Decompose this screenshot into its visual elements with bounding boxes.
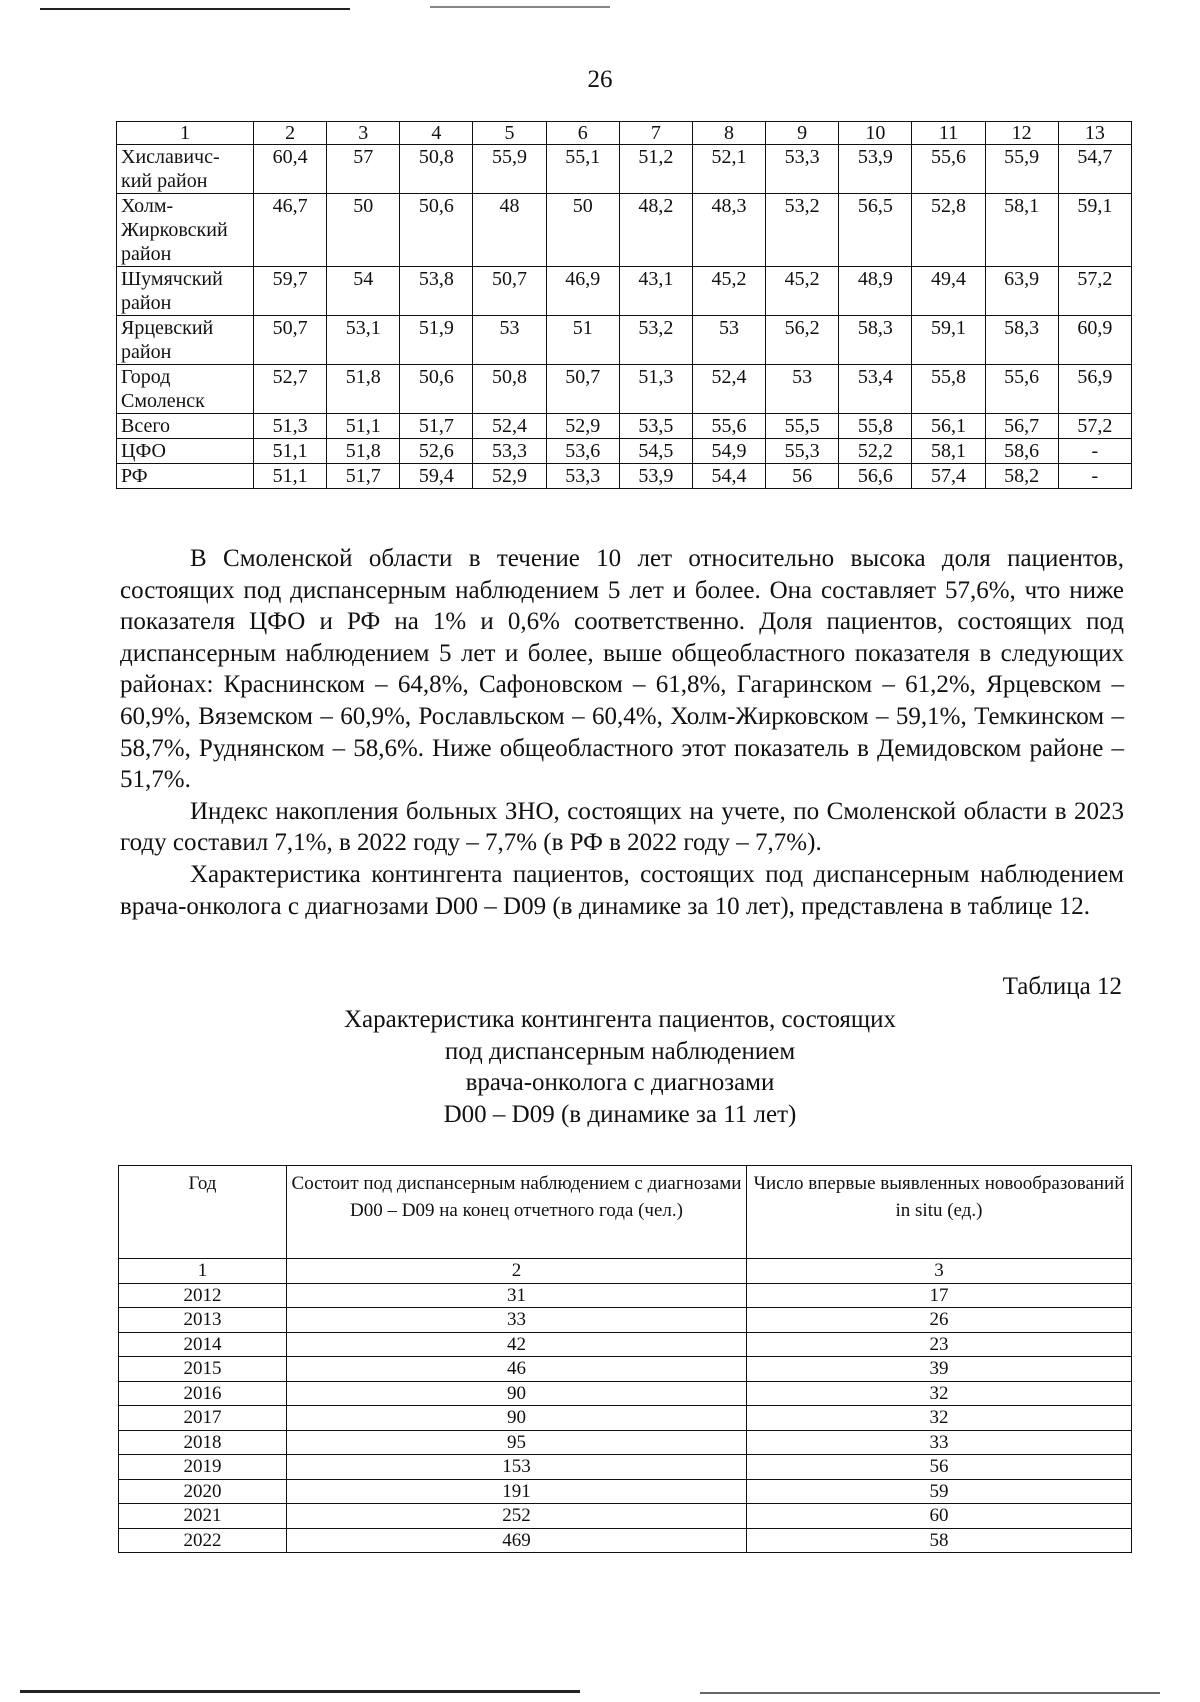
table-cell: 58,3 — [839, 316, 912, 365]
table-cell: 51,7 — [400, 414, 473, 439]
table-cell: 55,5 — [766, 414, 839, 439]
table-cell: 54,7 — [1058, 145, 1131, 194]
body-text — [120, 543, 1124, 922]
table-cell: 56,9 — [1058, 365, 1131, 414]
table-cell: 53,2 — [766, 194, 839, 267]
table-cell: 50 — [546, 194, 619, 267]
column-number: 3 — [327, 122, 400, 145]
table-cell: 59,7 — [254, 267, 327, 316]
column-number-row — [119, 1259, 1132, 1284]
table-cell: 26 — [747, 1308, 1132, 1333]
table-cell: 45,2 — [766, 267, 839, 316]
table-cell: 191 — [287, 1479, 747, 1504]
region-name: Город Смоленск — [117, 365, 254, 414]
paragraph: В Смоленской области в течение 10 лет относительно высока доля пациентов, состоящих под диспансерным наблюдением 5 лет и более. Она составляет 57,6%, что ниже показателя ЦФО и РФ на 1% и 0,6% соответственно. Доля пациентов, состоящих под диспансерным наблюдением 5 лет и более, выше общеобластного показателя в следующих районах: Краснинском – 64,8%, Сафоновском – 61,8%, Гагаринском – 61,2%, Ярцевском – 60,9%, Вяземском – 60,9%, Рославльском – 60,4%, Холм-Жирковском – 59,1%, Темкинском – 58,7%, Руднянском – 58,6%. Ниже общеобластного этот показатель в Демидовском районе – 51,7%. — [120, 545, 1124, 794]
year-cell: 2014 — [119, 1332, 287, 1357]
table-title-line: Характеристика контингента пациентов, состоящих — [343, 1006, 897, 1033]
table-cell: 53 — [692, 316, 765, 365]
paragraph: Характеристика контингента пациентов, состоящих под диспансерным наблюдением врача-онколога с диагнозами D00 – D09 (в динамике за 10 лет), представлена в таблице 12. — [120, 860, 1124, 920]
table-cell: 58,1 — [912, 439, 985, 464]
table-cell: 57 — [327, 145, 400, 194]
table-cell: 32 — [747, 1406, 1132, 1431]
table-row — [117, 439, 1132, 464]
column-number: 13 — [1058, 122, 1131, 145]
column-number: 5 — [473, 122, 546, 145]
table-cell: 60,9 — [1058, 316, 1131, 365]
table-cell: 39 — [747, 1357, 1132, 1382]
scan-edge-top-right — [430, 6, 610, 8]
table-cell: 55,8 — [912, 365, 985, 414]
scan-edge-bottom — [20, 1690, 580, 1693]
table-cell: 57,2 — [1058, 267, 1131, 316]
table-cell: 33 — [287, 1308, 747, 1333]
page-number: 26 — [587, 66, 613, 93]
table-12 — [118, 1165, 1132, 1553]
table-row — [117, 365, 1132, 414]
region-name: Шумячский район — [117, 267, 254, 316]
table-row — [119, 1332, 1132, 1357]
year-cell: 2017 — [119, 1406, 287, 1431]
year-cell: 2019 — [119, 1455, 287, 1480]
table-cell: 53,8 — [400, 267, 473, 316]
table-cell: 33 — [747, 1430, 1132, 1455]
table-cell: 49,4 — [912, 267, 985, 316]
table-cell: 50,8 — [400, 145, 473, 194]
column-header: Год — [119, 1166, 287, 1259]
table-cell: 50,7 — [546, 365, 619, 414]
table-cell: 51,8 — [327, 365, 400, 414]
table-row — [119, 1283, 1132, 1308]
table-cell: 55,6 — [692, 414, 765, 439]
table-cell: 55,6 — [912, 145, 985, 194]
table-cell: 90 — [287, 1406, 747, 1431]
table-row — [117, 145, 1132, 194]
table-cell: 53,4 — [839, 365, 912, 414]
table-cell: 53 — [473, 316, 546, 365]
table-cell: 60,4 — [254, 145, 327, 194]
table-label: Таблица 12 — [1002, 973, 1122, 1000]
region-name: РФ — [117, 464, 254, 489]
table-cell: 46,9 — [546, 267, 619, 316]
table-row — [117, 414, 1132, 439]
table-cell: 51,9 — [400, 316, 473, 365]
column-number: 7 — [619, 122, 692, 145]
table-row — [119, 1455, 1132, 1480]
table-cell: 46 — [287, 1357, 747, 1382]
table-cell: 17 — [747, 1283, 1132, 1308]
table-row — [119, 1528, 1132, 1553]
table-cell: 52,9 — [473, 464, 546, 489]
table-cell: 53,3 — [473, 439, 546, 464]
table-cell: 55,9 — [985, 145, 1058, 194]
table-cell: 51,2 — [619, 145, 692, 194]
table-cell: - — [1058, 439, 1131, 464]
table-row — [117, 194, 1132, 267]
district-table — [116, 121, 1132, 489]
table-cell: 51,1 — [254, 464, 327, 489]
table-cell: 252 — [287, 1504, 747, 1529]
table-cell: 52,1 — [692, 145, 765, 194]
column-header: Состоит под диспансерным наблюдением с диагнозами D00 – D09 на конец отчетного года (чел.) — [287, 1166, 747, 1259]
column-number: 2 — [287, 1259, 747, 1284]
column-number: 6 — [546, 122, 619, 145]
table-row — [119, 1357, 1132, 1382]
table-cell: 23 — [747, 1332, 1132, 1357]
column-number: 9 — [766, 122, 839, 145]
table-row — [119, 1406, 1132, 1431]
year-cell: 2012 — [119, 1283, 287, 1308]
table-header-row — [117, 122, 1132, 145]
table-cell: 56,6 — [839, 464, 912, 489]
table-cell: 53,9 — [619, 464, 692, 489]
column-number: 8 — [692, 122, 765, 145]
table-cell: 58,1 — [985, 194, 1058, 267]
table-cell: 54,5 — [619, 439, 692, 464]
table-cell: 52,4 — [692, 365, 765, 414]
table-cell: 51,3 — [254, 414, 327, 439]
table-cell: 56,2 — [766, 316, 839, 365]
paragraph: Индекс накопления больных ЗНО, состоящих на учете, по Смоленской области в 2023 году составил 7,1%, в 2022 году – 7,7% (в РФ в 2022 году – 7,7%). — [120, 797, 1124, 857]
scan-edge-bottom-right — [700, 1692, 1160, 1694]
table-cell: 51,1 — [327, 414, 400, 439]
table-row — [119, 1504, 1132, 1529]
region-name: Всего — [117, 414, 254, 439]
year-cell: 2015 — [119, 1357, 287, 1382]
table-cell: 52,4 — [473, 414, 546, 439]
table-row — [117, 316, 1132, 365]
table-row — [117, 267, 1132, 316]
table-cell: 63,9 — [985, 267, 1058, 316]
table-cell: 55,8 — [839, 414, 912, 439]
table-cell: 53,2 — [619, 316, 692, 365]
year-cell: 2020 — [119, 1479, 287, 1504]
table-cell: 50,6 — [400, 194, 473, 267]
column-number: 1 — [119, 1259, 287, 1284]
column-number: 12 — [985, 122, 1058, 145]
table-cell: 51,1 — [254, 439, 327, 464]
table-cell: 58,3 — [985, 316, 1058, 365]
table-cell: 50,7 — [473, 267, 546, 316]
table-cell: 60 — [747, 1504, 1132, 1529]
table-cell: 54,9 — [692, 439, 765, 464]
table-cell: 54 — [327, 267, 400, 316]
table-cell: 153 — [287, 1455, 747, 1480]
table-cell: 52,2 — [839, 439, 912, 464]
table-title-line: врача-онколога с диагнозами — [465, 1069, 775, 1096]
table-cell: 95 — [287, 1430, 747, 1455]
table-cell: 48,2 — [619, 194, 692, 267]
table-row — [119, 1381, 1132, 1406]
year-cell: 2022 — [119, 1528, 287, 1553]
table-cell: 50,7 — [254, 316, 327, 365]
table-row — [119, 1430, 1132, 1455]
table-cell: 42 — [287, 1332, 747, 1357]
table-cell: 59,1 — [912, 316, 985, 365]
table-cell: 56 — [747, 1455, 1132, 1480]
table-cell: 55,6 — [985, 365, 1058, 414]
table-cell: 45,2 — [692, 267, 765, 316]
year-cell: 2018 — [119, 1430, 287, 1455]
table-cell: 59 — [747, 1479, 1132, 1504]
table-cell: 52,8 — [912, 194, 985, 267]
table-cell: 56 — [766, 464, 839, 489]
table-cell: 58,2 — [985, 464, 1058, 489]
table-cell: 53 — [766, 365, 839, 414]
table-cell: 32 — [747, 1381, 1132, 1406]
table-cell: 50 — [327, 194, 400, 267]
table-cell: 50,6 — [400, 365, 473, 414]
year-cell: 2016 — [119, 1381, 287, 1406]
table-cell: 90 — [287, 1381, 747, 1406]
table-row — [119, 1479, 1132, 1504]
table-cell: 57,2 — [1058, 414, 1131, 439]
table-cell: 56,5 — [839, 194, 912, 267]
table-cell: 46,7 — [254, 194, 327, 267]
table-title-line: под диспансерным наблюдением — [444, 1037, 796, 1065]
table-title-line: D00 – D09 (в динамике за 11 лет) — [443, 1100, 797, 1128]
table-cell: 52,6 — [400, 439, 473, 464]
table-cell: 58,6 — [985, 439, 1058, 464]
table-cell: 469 — [287, 1528, 747, 1553]
table-cell: 51,8 — [327, 439, 400, 464]
table-header-row — [119, 1166, 1132, 1259]
table-cell: 50,8 — [473, 365, 546, 414]
table-cell: 56,7 — [985, 414, 1058, 439]
table-cell: 53,3 — [766, 145, 839, 194]
table-cell: 55,1 — [546, 145, 619, 194]
year-cell: 2013 — [119, 1308, 287, 1333]
table-cell: 52,7 — [254, 365, 327, 414]
column-number: 10 — [839, 122, 912, 145]
table-cell: 55,9 — [473, 145, 546, 194]
column-header: Число впервые выявленных новообразований in situ (ед.) — [747, 1166, 1132, 1259]
table-cell: 53,5 — [619, 414, 692, 439]
table-cell: 53,1 — [327, 316, 400, 365]
region-name: Холм-Жирковский район — [117, 194, 254, 267]
table-cell: 43,1 — [619, 267, 692, 316]
column-number: 1 — [117, 122, 254, 145]
table-cell: 57,4 — [912, 464, 985, 489]
column-number: 3 — [747, 1259, 1132, 1284]
table-cell: 59,1 — [1058, 194, 1131, 267]
table-cell: 58 — [747, 1528, 1132, 1553]
table-title — [0, 1004, 1200, 1130]
table-cell: 31 — [287, 1283, 747, 1308]
table-cell: 53,6 — [546, 439, 619, 464]
table-cell: 53,3 — [546, 464, 619, 489]
table-row — [117, 464, 1132, 489]
year-cell: 2021 — [119, 1504, 287, 1529]
table-cell: 52,9 — [546, 414, 619, 439]
table-cell: - — [1058, 464, 1131, 489]
region-name: ЦФО — [117, 439, 254, 464]
table-cell: 48,3 — [692, 194, 765, 267]
column-number: 11 — [912, 122, 985, 145]
column-number: 2 — [254, 122, 327, 145]
table-cell: 51,7 — [327, 464, 400, 489]
region-name: Ярцевский район — [117, 316, 254, 365]
table-row — [119, 1308, 1132, 1333]
table-cell: 48 — [473, 194, 546, 267]
table-cell: 48,9 — [839, 267, 912, 316]
table-cell: 56,1 — [912, 414, 985, 439]
table-cell: 51 — [546, 316, 619, 365]
column-number: 4 — [400, 122, 473, 145]
region-name: Хиславичс-кий район — [117, 145, 254, 194]
table-cell: 55,3 — [766, 439, 839, 464]
table-cell: 59,4 — [400, 464, 473, 489]
scan-edge-top — [40, 8, 350, 10]
table-cell: 51,3 — [619, 365, 692, 414]
table-cell: 54,4 — [692, 464, 765, 489]
table-cell: 53,9 — [839, 145, 912, 194]
